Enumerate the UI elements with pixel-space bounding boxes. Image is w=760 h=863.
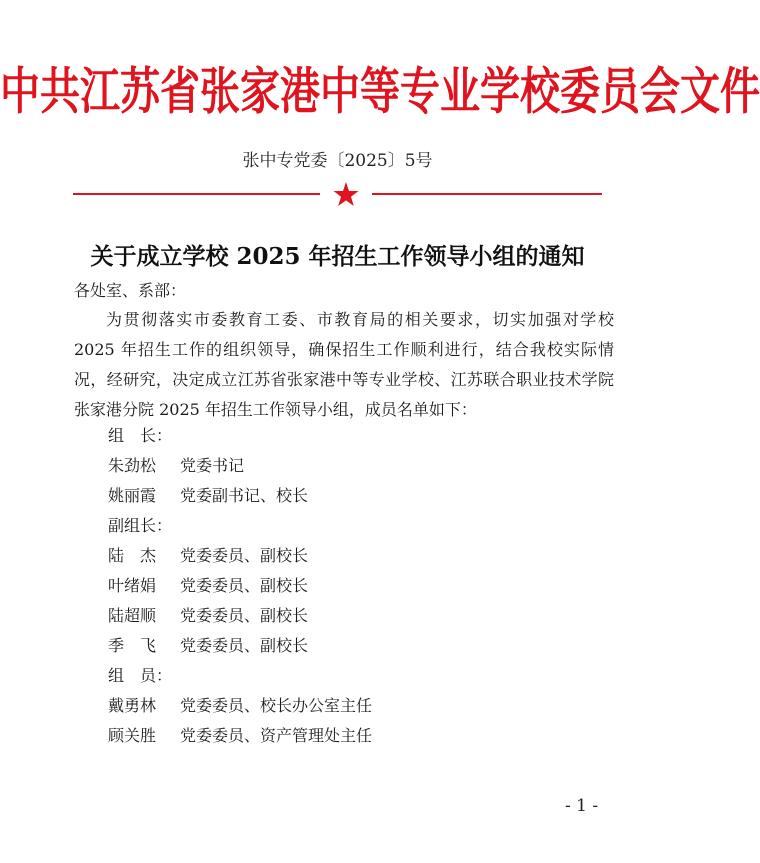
member-row [108, 721, 372, 751]
member-name: 组 员： [108, 666, 173, 685]
member-title: 党委书记 [180, 456, 245, 475]
member-row [108, 631, 372, 661]
member-title: 党委委员、副校长 [180, 636, 309, 655]
member-row [108, 541, 372, 571]
member-row [108, 451, 372, 481]
member-name: 戴勇林 [108, 696, 157, 715]
member-row [108, 601, 372, 631]
member-row [108, 421, 372, 451]
member-name: 顾关胜 [108, 726, 157, 745]
notice-title: 关于成立学校 2025 年招生工作领导小组的通知 [90, 243, 585, 270]
member-title: 党委副书记、校长 [180, 486, 309, 505]
recipients-line: 各处室、系部： [74, 281, 187, 300]
member-row [108, 481, 372, 511]
member-title: 党委委员、副校长 [180, 606, 309, 625]
member-row [108, 511, 372, 541]
member-title: 党委委员、副校长 [180, 546, 309, 565]
member-name: 陆超顺 [108, 606, 157, 625]
divider-right [372, 193, 602, 195]
member-title: 党委委员、副校长 [180, 576, 309, 595]
member-title: 党委委员、校长办公室主任 [180, 696, 373, 715]
page-number: - 1 - [565, 796, 599, 816]
star-icon [333, 181, 359, 207]
notice-paragraph: 为贯彻落实市委教育工委、市教育局的相关要求，切实加强对学校 2025 年招生工作的组织领导，确保招生工作顺利进行，结合我校实际情况，经研究，决定成立江苏省张家港中等专业学校、江苏联合职业技术学院张家港分院 2025 年招生工作领导小组，成员名单如下： [74, 310, 614, 419]
member-name: 叶绪娟 [108, 576, 157, 595]
member-name: 副组长： [108, 516, 173, 535]
member-list [108, 421, 372, 751]
member-row [108, 691, 372, 721]
document-number: 张中专党委〔2025〕5号 [242, 151, 433, 171]
member-name: 陆 杰 [108, 546, 157, 565]
member-name: 姚丽霞 [108, 486, 157, 505]
member-name: 季 飞 [108, 636, 157, 655]
member-name: 朱劲松 [108, 456, 157, 475]
member-row [108, 571, 372, 601]
member-name: 组 长： [108, 426, 173, 445]
member-title: 党委委员、资产管理处主任 [180, 726, 373, 745]
document-header-title: 中共江苏省张家港中等专业学校委员会文件 [0, 63, 760, 121]
member-row [108, 661, 372, 691]
divider-left [73, 193, 320, 195]
